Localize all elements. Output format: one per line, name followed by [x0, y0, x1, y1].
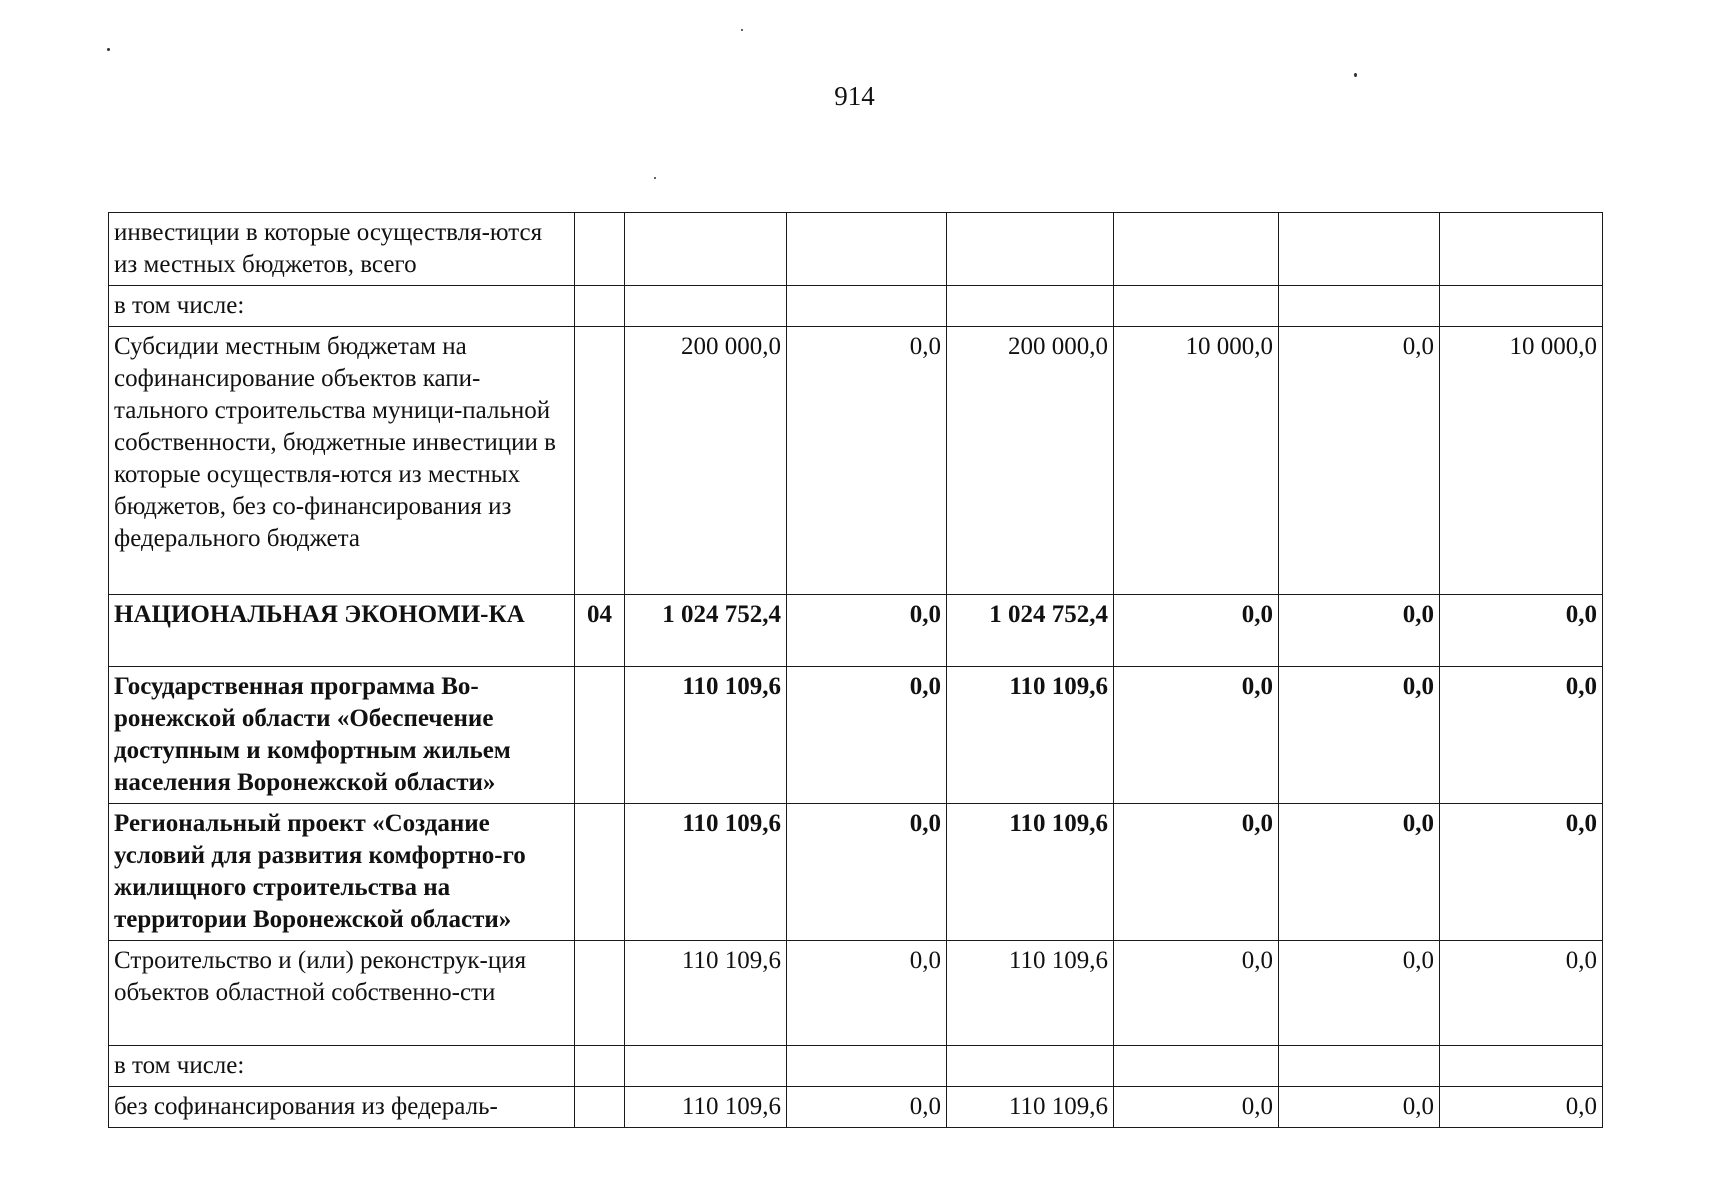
row-code — [575, 286, 625, 327]
row-code — [575, 804, 625, 941]
value-cell: 0,0 — [1279, 804, 1440, 941]
row-label: Субсидии местным бюджетам на софинансирование объектов капи-тального строительства муници-пальной собственности, бюджетные инвестиции в которые осуществля-ются из местных бюджетов, без со-финансирования из федерального бюджета — [109, 327, 575, 595]
value-cell: 10 000,0 — [1440, 327, 1603, 595]
row-label: в том числе: — [109, 286, 575, 327]
scan-speck — [1354, 73, 1357, 77]
table-row — [109, 327, 1603, 595]
value-cell: 0,0 — [787, 804, 947, 941]
row-label: инвестиции в которые осуществля-ются из местных бюджетов, всего — [109, 213, 575, 286]
row-code — [575, 667, 625, 804]
table-row — [109, 213, 1603, 286]
table-row — [109, 941, 1603, 1046]
value-cell — [625, 286, 787, 327]
value-cell: 110 109,6 — [947, 941, 1114, 1046]
table-row — [109, 667, 1603, 804]
scan-speck — [741, 29, 743, 31]
page-number: 914 — [834, 81, 875, 111]
row-code — [575, 1046, 625, 1087]
value-cell: 0,0 — [1279, 595, 1440, 667]
value-cell: 1 024 752,4 — [625, 595, 787, 667]
table-row — [109, 1046, 1603, 1087]
value-cell: 0,0 — [787, 941, 947, 1046]
value-cell — [1279, 286, 1440, 327]
value-cell: 110 109,6 — [947, 1087, 1114, 1128]
value-cell: 0,0 — [1279, 667, 1440, 804]
table-row — [109, 1087, 1603, 1128]
value-cell — [1440, 213, 1603, 286]
value-cell: 10 000,0 — [1114, 327, 1279, 595]
value-cell — [625, 213, 787, 286]
value-cell: 0,0 — [1279, 1087, 1440, 1128]
row-label: Государственная программа Во-ронежской области «Обеспечение доступным и комфортным жильем населения Воронежской области» — [109, 667, 575, 804]
value-cell: 110 109,6 — [947, 667, 1114, 804]
value-cell: 0,0 — [1114, 804, 1279, 941]
value-cell: 200 000,0 — [947, 327, 1114, 595]
value-cell — [1114, 1046, 1279, 1087]
table-row — [109, 804, 1603, 941]
value-cell: 110 109,6 — [625, 1087, 787, 1128]
value-cell — [787, 286, 947, 327]
value-cell: 0,0 — [1440, 1087, 1603, 1128]
value-cell: 0,0 — [1440, 941, 1603, 1046]
value-cell: 110 109,6 — [625, 804, 787, 941]
value-cell: 200 000,0 — [625, 327, 787, 595]
value-cell: 0,0 — [787, 595, 947, 667]
row-label: без софинансирования из федераль- — [109, 1087, 575, 1128]
scan-speck — [107, 48, 110, 51]
value-cell: 0,0 — [787, 667, 947, 804]
row-code — [575, 941, 625, 1046]
value-cell — [787, 1046, 947, 1087]
value-cell — [1440, 1046, 1603, 1087]
value-cell: 0,0 — [1279, 941, 1440, 1046]
value-cell: 0,0 — [787, 1087, 947, 1128]
row-code — [575, 213, 625, 286]
value-cell: 0,0 — [1114, 1087, 1279, 1128]
value-cell: 110 109,6 — [625, 941, 787, 1046]
value-cell: 0,0 — [1114, 667, 1279, 804]
row-code — [575, 327, 625, 595]
value-cell — [947, 1046, 1114, 1087]
value-cell: 110 109,6 — [947, 804, 1114, 941]
value-cell: 0,0 — [1114, 595, 1279, 667]
value-cell: 0,0 — [1440, 595, 1603, 667]
row-label: в том числе: — [109, 1046, 575, 1087]
row-label: Региональный проект «Создание условий для развития комфортно-го жилищного строительства на территории Воронежской области» — [109, 804, 575, 941]
row-code — [575, 1087, 625, 1128]
value-cell — [625, 1046, 787, 1087]
value-cell — [787, 213, 947, 286]
value-cell: 1 024 752,4 — [947, 595, 1114, 667]
value-cell — [1114, 286, 1279, 327]
value-cell: 0,0 — [1114, 941, 1279, 1046]
row-label: Строительство и (или) реконструк-ция объектов областной собственно-сти — [109, 941, 575, 1046]
table-row — [109, 595, 1603, 667]
value-cell: 0,0 — [1440, 667, 1603, 804]
value-cell: 0,0 — [1279, 327, 1440, 595]
value-cell — [947, 286, 1114, 327]
value-cell: 0,0 — [1440, 804, 1603, 941]
row-label: НАЦИОНАЛЬНАЯ ЭКОНОМИ-КА — [109, 595, 575, 667]
value-cell — [947, 213, 1114, 286]
value-cell — [1440, 286, 1603, 327]
value-cell — [1279, 213, 1440, 286]
scan-speck — [654, 177, 656, 179]
value-cell — [1279, 1046, 1440, 1087]
value-cell: 110 109,6 — [625, 667, 787, 804]
value-cell: 0,0 — [787, 327, 947, 595]
budget-table — [108, 212, 1603, 1128]
value-cell — [1114, 213, 1279, 286]
table-row — [109, 286, 1603, 327]
row-code: 04 — [575, 595, 625, 667]
